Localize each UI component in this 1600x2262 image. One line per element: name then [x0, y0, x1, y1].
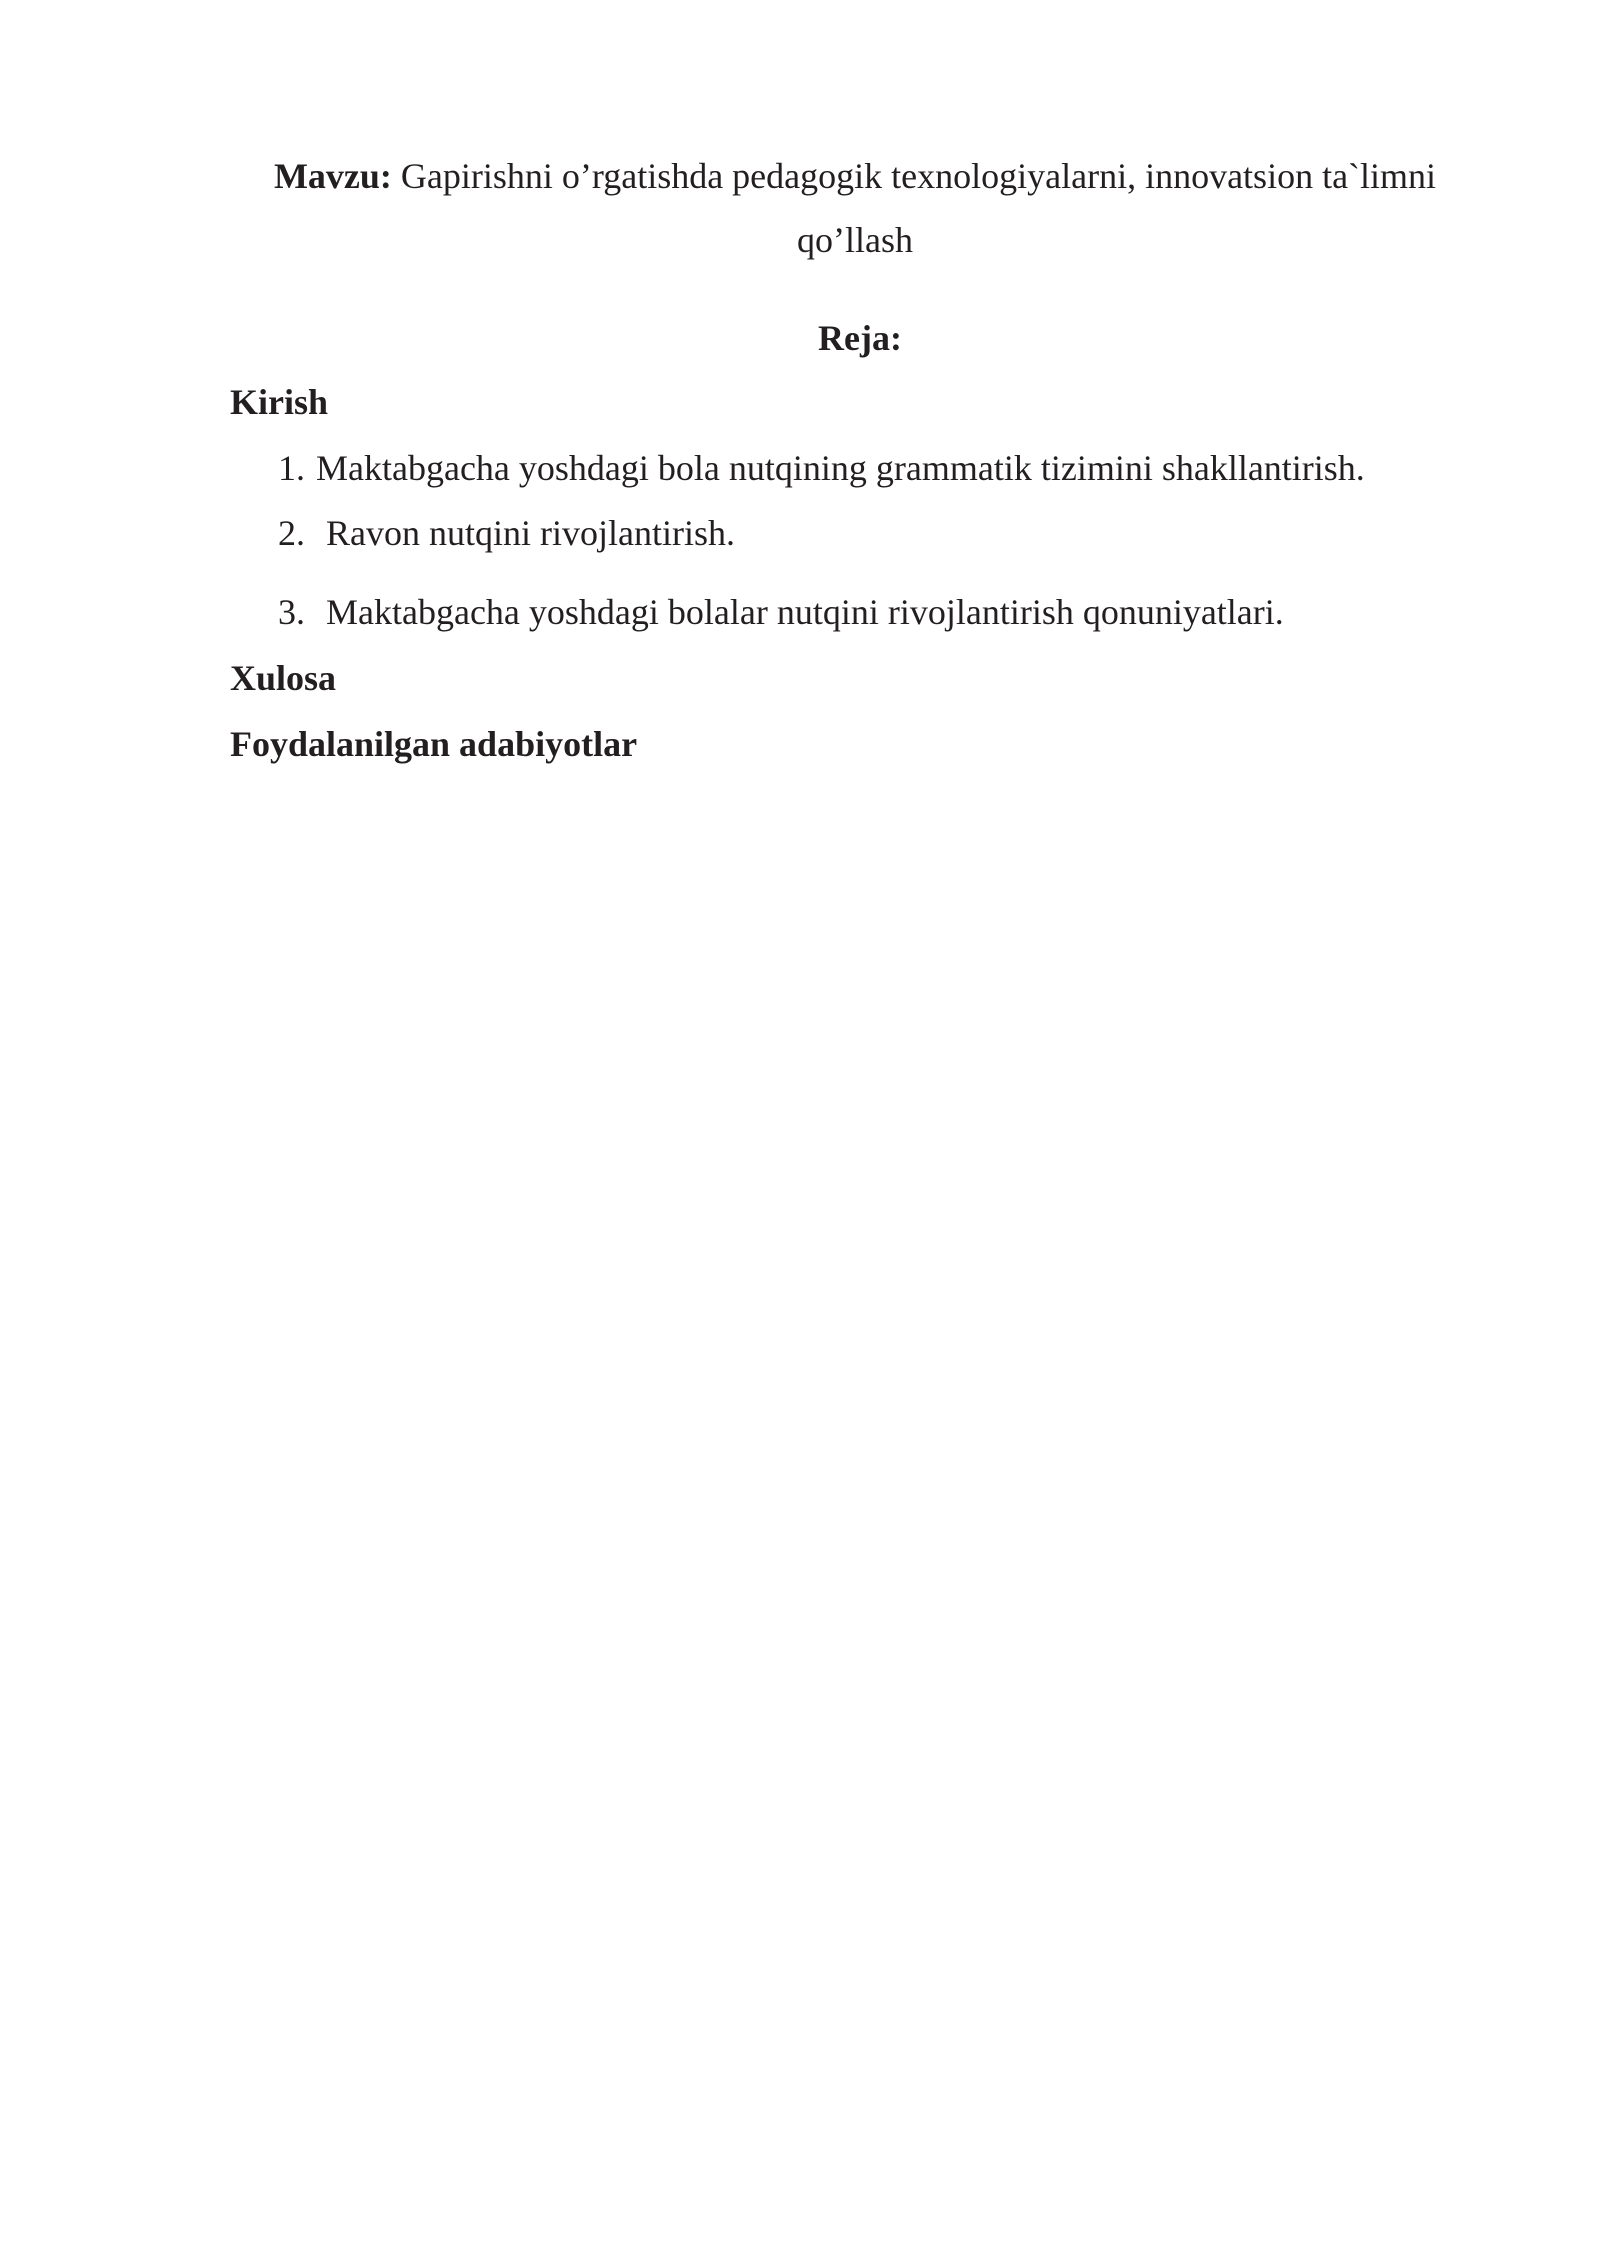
topic-line	[230, 144, 1480, 272]
section-references: Foydalanilgan adabiyotlar	[230, 724, 638, 764]
plan-item-2	[278, 511, 735, 555]
topic-text: Gapirishni o’rgatishda pedagogik texnologiyalarni, innovatsion ta`limni qo’llash	[391, 156, 1437, 260]
plan-item-number: 1.	[278, 448, 305, 488]
section-intro: Kirish	[230, 382, 329, 422]
plan-item-number: 3.	[278, 592, 305, 632]
plan-item-text: Ravon nutqini rivojlantirish.	[326, 513, 735, 553]
plan-item-text: Maktabgacha yoshdagi bolalar nutqini rivojlantirish qonuniyatlari.	[326, 592, 1284, 632]
plan-item-3	[278, 590, 1284, 634]
section-conclusion: Xulosa	[230, 658, 337, 698]
plan-heading: Reja:	[818, 318, 902, 358]
plan-item-number: 2.	[278, 513, 305, 553]
plan-item-1	[278, 446, 1365, 490]
topic-label: Mavzu:	[273, 156, 392, 196]
plan-item-text: Maktabgacha yoshdagi bola nutqining grammatik tizimini shakllantirish.	[316, 448, 1365, 488]
